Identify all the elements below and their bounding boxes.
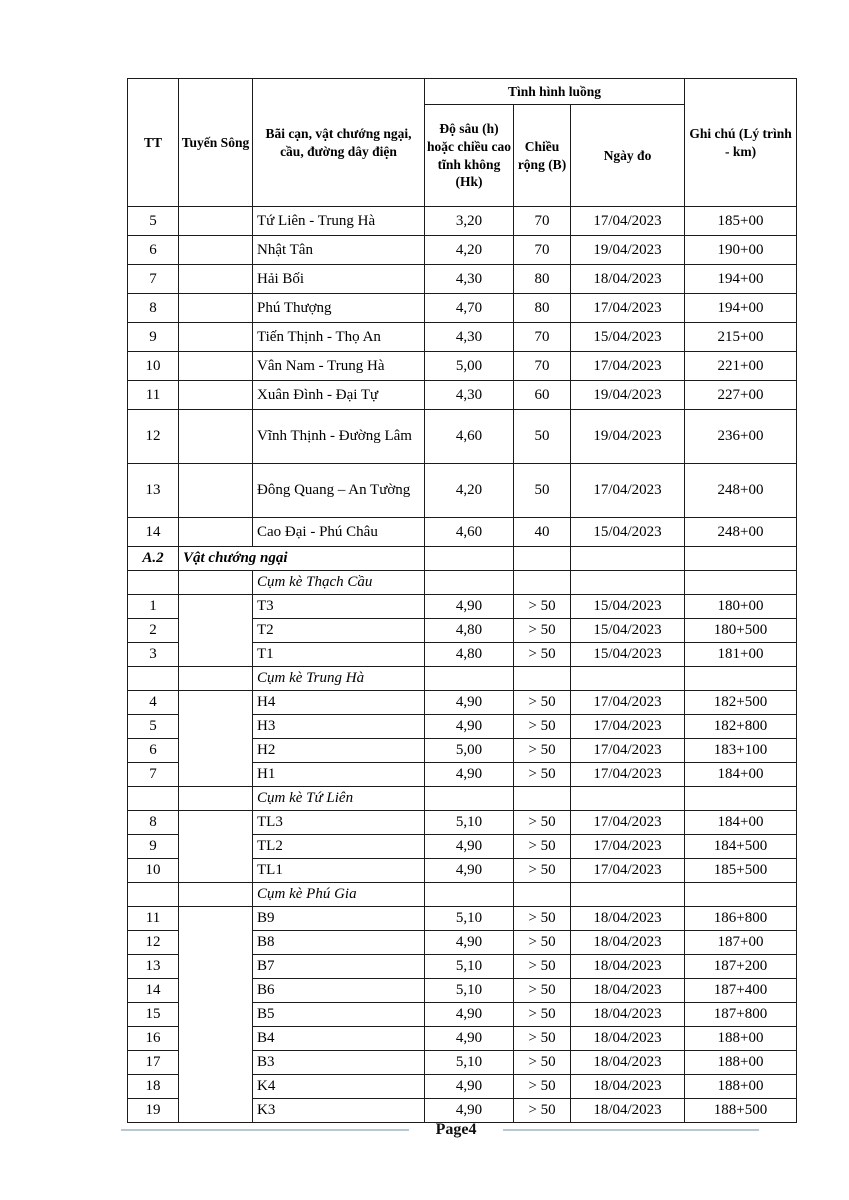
cell-width: 70 bbox=[514, 352, 571, 381]
cell-tt: 8 bbox=[128, 294, 179, 323]
cell-tt: 5 bbox=[128, 715, 179, 739]
cell-song bbox=[179, 464, 253, 518]
cell-width: 60 bbox=[514, 381, 571, 410]
table-row bbox=[128, 323, 797, 352]
cell-date: 17/04/2023 bbox=[571, 464, 685, 518]
cell-date: 15/04/2023 bbox=[571, 595, 685, 619]
cell-song bbox=[179, 294, 253, 323]
cell-note: 182+500 bbox=[685, 691, 797, 715]
cell-note: 180+00 bbox=[685, 595, 797, 619]
cell-date: 17/04/2023 bbox=[571, 811, 685, 835]
cell-width: > 50 bbox=[514, 979, 571, 1003]
cell-note: 187+200 bbox=[685, 955, 797, 979]
cell-song bbox=[179, 787, 253, 811]
cell-name: TL3 bbox=[253, 811, 425, 835]
cell-tt bbox=[128, 883, 179, 907]
cell-name: Xuân Đình - Đại Tự bbox=[253, 381, 425, 410]
cell-date: 15/04/2023 bbox=[571, 323, 685, 352]
header-ngay-do: Ngày đo bbox=[571, 105, 685, 207]
cell-name: Vĩnh Thịnh - Đường Lâm bbox=[253, 410, 425, 464]
cell-tt: 8 bbox=[128, 811, 179, 835]
footer-rule-right-icon bbox=[503, 1129, 759, 1131]
cell-note: 185+00 bbox=[685, 207, 797, 236]
cell-name: T2 bbox=[253, 619, 425, 643]
cell-name: Cao Đại - Phú Châu bbox=[253, 518, 425, 547]
cell-date bbox=[571, 571, 685, 595]
cell-width: 70 bbox=[514, 236, 571, 265]
cell-tt: 13 bbox=[128, 464, 179, 518]
cell-note: 215+00 bbox=[685, 323, 797, 352]
cell-depth: 4,90 bbox=[425, 763, 514, 787]
cell-date: 18/04/2023 bbox=[571, 955, 685, 979]
cell-width: 80 bbox=[514, 265, 571, 294]
cell-depth bbox=[425, 571, 514, 595]
cell-tt: 5 bbox=[128, 207, 179, 236]
cell-note bbox=[685, 571, 797, 595]
cell-depth: 4,90 bbox=[425, 691, 514, 715]
cell-width bbox=[514, 787, 571, 811]
cell-name: Cụm kè Trung Hà bbox=[253, 667, 425, 691]
cell-date bbox=[571, 787, 685, 811]
cell-width: > 50 bbox=[514, 1051, 571, 1075]
cell-tt bbox=[128, 667, 179, 691]
cell-name: H3 bbox=[253, 715, 425, 739]
cell-depth: 4,90 bbox=[425, 1027, 514, 1051]
table-row bbox=[128, 811, 797, 835]
cell-tt: 11 bbox=[128, 907, 179, 931]
cell-song bbox=[179, 667, 253, 691]
cell-note: 181+00 bbox=[685, 643, 797, 667]
cell-tt: 7 bbox=[128, 265, 179, 294]
cell-depth bbox=[425, 883, 514, 907]
cell-tt: 18 bbox=[128, 1075, 179, 1099]
cell-note: 184+500 bbox=[685, 835, 797, 859]
table-header bbox=[128, 79, 797, 207]
cell-tt: 10 bbox=[128, 352, 179, 381]
cell-tt: 1 bbox=[128, 595, 179, 619]
cell-width: 50 bbox=[514, 464, 571, 518]
cell-name: H1 bbox=[253, 763, 425, 787]
cell-depth: 4,60 bbox=[425, 518, 514, 547]
cell-note: 184+00 bbox=[685, 811, 797, 835]
cell-depth: 5,10 bbox=[425, 1051, 514, 1075]
cell-song bbox=[179, 323, 253, 352]
cell-tt: 16 bbox=[128, 1027, 179, 1051]
cell-width: 70 bbox=[514, 207, 571, 236]
table-row bbox=[128, 207, 797, 236]
group-header-row bbox=[128, 667, 797, 691]
cell-depth: 4,20 bbox=[425, 464, 514, 518]
cell-depth: 5,10 bbox=[425, 907, 514, 931]
cell-depth: 4,30 bbox=[425, 381, 514, 410]
table-row bbox=[128, 518, 797, 547]
cell-width: > 50 bbox=[514, 619, 571, 643]
cell-note: 236+00 bbox=[685, 410, 797, 464]
cell-date: 17/04/2023 bbox=[571, 835, 685, 859]
cell-tt: 11 bbox=[128, 381, 179, 410]
cell-song bbox=[179, 691, 253, 787]
cell-tt: 19 bbox=[128, 1099, 179, 1123]
cell-date: 17/04/2023 bbox=[571, 207, 685, 236]
cell-depth: 4,60 bbox=[425, 410, 514, 464]
cell-tt: 14 bbox=[128, 518, 179, 547]
cell-tt: 17 bbox=[128, 1051, 179, 1075]
cell-depth: 4,80 bbox=[425, 643, 514, 667]
cell-name: K3 bbox=[253, 1099, 425, 1123]
page-number: Page4 bbox=[435, 1121, 477, 1138]
cell-date: 15/04/2023 bbox=[571, 643, 685, 667]
cell-depth: 3,20 bbox=[425, 207, 514, 236]
cell-name: Cụm kè Tứ Liên bbox=[253, 787, 425, 811]
cell-depth: 4,90 bbox=[425, 931, 514, 955]
cell-date bbox=[571, 883, 685, 907]
cell-tt: 4 bbox=[128, 691, 179, 715]
cell-date: 15/04/2023 bbox=[571, 518, 685, 547]
cell-date: 18/04/2023 bbox=[571, 907, 685, 931]
cell-song bbox=[179, 811, 253, 883]
cell-depth: 4,90 bbox=[425, 715, 514, 739]
cell-song bbox=[179, 518, 253, 547]
cell-depth: 4,90 bbox=[425, 1099, 514, 1123]
cell-note: 188+00 bbox=[685, 1051, 797, 1075]
cell-name: Tiến Thịnh - Thọ An bbox=[253, 323, 425, 352]
cell-depth: 4,90 bbox=[425, 859, 514, 883]
cell-depth: 4,90 bbox=[425, 1075, 514, 1099]
cell-note: 187+800 bbox=[685, 1003, 797, 1027]
cell-note: 221+00 bbox=[685, 352, 797, 381]
cell-song bbox=[179, 595, 253, 667]
cell-width bbox=[514, 883, 571, 907]
cell-note: 248+00 bbox=[685, 464, 797, 518]
cell-width: > 50 bbox=[514, 1027, 571, 1051]
table-row bbox=[128, 236, 797, 265]
cell-song bbox=[179, 410, 253, 464]
cell-date: 17/04/2023 bbox=[571, 352, 685, 381]
cell-depth: 4,30 bbox=[425, 323, 514, 352]
cell-name: H2 bbox=[253, 739, 425, 763]
cell-name: Đông Quang – An Tường bbox=[253, 464, 425, 518]
cell-name: B8 bbox=[253, 931, 425, 955]
group-header-row bbox=[128, 787, 797, 811]
table-row bbox=[128, 265, 797, 294]
cell-note: 186+800 bbox=[685, 907, 797, 931]
cell-width: > 50 bbox=[514, 691, 571, 715]
cell-width: > 50 bbox=[514, 1099, 571, 1123]
cell-width: > 50 bbox=[514, 715, 571, 739]
cell-width: > 50 bbox=[514, 931, 571, 955]
cell-width: > 50 bbox=[514, 859, 571, 883]
cell-date: 17/04/2023 bbox=[571, 294, 685, 323]
cell-name: Phú Thượng bbox=[253, 294, 425, 323]
cell-tt: 13 bbox=[128, 955, 179, 979]
cell-depth: 4,90 bbox=[425, 835, 514, 859]
cell-depth: 4,80 bbox=[425, 619, 514, 643]
cell-name: Cụm kè Phú Gia bbox=[253, 883, 425, 907]
cell-name: TL1 bbox=[253, 859, 425, 883]
cell-date: 17/04/2023 bbox=[571, 763, 685, 787]
cell-date: 19/04/2023 bbox=[571, 236, 685, 265]
cell-note: 187+00 bbox=[685, 931, 797, 955]
cell-name: Vật chướng ngại bbox=[179, 547, 425, 571]
cell-tt: 12 bbox=[128, 931, 179, 955]
header-tinh-hinh-luong: Tình hình luồng bbox=[425, 79, 685, 105]
cell-song bbox=[179, 381, 253, 410]
cell-note: 190+00 bbox=[685, 236, 797, 265]
cell-depth: 5,00 bbox=[425, 352, 514, 381]
cell-name: B9 bbox=[253, 907, 425, 931]
cell-width: 70 bbox=[514, 323, 571, 352]
header-tt: TT bbox=[128, 79, 179, 207]
cell-width bbox=[514, 667, 571, 691]
cell-tt: 2 bbox=[128, 619, 179, 643]
cell-note: 248+00 bbox=[685, 518, 797, 547]
cell-tt: 3 bbox=[128, 643, 179, 667]
cell-name: H4 bbox=[253, 691, 425, 715]
cell-date: 18/04/2023 bbox=[571, 1099, 685, 1123]
cell-note bbox=[685, 667, 797, 691]
cell-song bbox=[179, 571, 253, 595]
cell-note bbox=[685, 547, 797, 571]
cell-name: Hải Bối bbox=[253, 265, 425, 294]
cell-tt: 14 bbox=[128, 979, 179, 1003]
cell-note: 180+500 bbox=[685, 619, 797, 643]
table-row bbox=[128, 464, 797, 518]
cell-date: 18/04/2023 bbox=[571, 265, 685, 294]
cell-date: 17/04/2023 bbox=[571, 715, 685, 739]
table-row bbox=[128, 381, 797, 410]
cell-date: 18/04/2023 bbox=[571, 1075, 685, 1099]
cell-date: 17/04/2023 bbox=[571, 739, 685, 763]
group-header-row bbox=[128, 883, 797, 907]
cell-note: 187+400 bbox=[685, 979, 797, 1003]
table-row bbox=[128, 352, 797, 381]
cell-song bbox=[179, 352, 253, 381]
cell-tt: 9 bbox=[128, 835, 179, 859]
header-ghi-chu: Ghi chú (Lý trình - km) bbox=[685, 79, 797, 207]
cell-note bbox=[685, 883, 797, 907]
footer-rule-left-icon bbox=[121, 1129, 409, 1131]
cell-date: 18/04/2023 bbox=[571, 1051, 685, 1075]
cell-name: Tứ Liên - Trung Hà bbox=[253, 207, 425, 236]
cell-date: 17/04/2023 bbox=[571, 691, 685, 715]
cell-date: 19/04/2023 bbox=[571, 410, 685, 464]
cell-width: > 50 bbox=[514, 1075, 571, 1099]
section-row bbox=[128, 547, 797, 571]
cell-note: 184+00 bbox=[685, 763, 797, 787]
cell-song bbox=[179, 907, 253, 1123]
header-chieu-rong: Chiều rộng (B) bbox=[514, 105, 571, 207]
cell-depth bbox=[425, 787, 514, 811]
cell-depth: 5,10 bbox=[425, 979, 514, 1003]
cell-width bbox=[514, 571, 571, 595]
cell-note: 188+00 bbox=[685, 1075, 797, 1099]
cell-name: K4 bbox=[253, 1075, 425, 1099]
cell-width: > 50 bbox=[514, 907, 571, 931]
cell-depth: 4,90 bbox=[425, 595, 514, 619]
table-row bbox=[128, 410, 797, 464]
table-row bbox=[128, 691, 797, 715]
cell-tt: 7 bbox=[128, 763, 179, 787]
cell-tt bbox=[128, 571, 179, 595]
cell-width: 50 bbox=[514, 410, 571, 464]
cell-name: T1 bbox=[253, 643, 425, 667]
cell-note: 185+500 bbox=[685, 859, 797, 883]
cell-date: 15/04/2023 bbox=[571, 619, 685, 643]
cell-width: > 50 bbox=[514, 835, 571, 859]
cell-tt: 6 bbox=[128, 739, 179, 763]
cell-depth: 5,10 bbox=[425, 955, 514, 979]
cell-depth: 4,30 bbox=[425, 265, 514, 294]
cell-note: 188+00 bbox=[685, 1027, 797, 1051]
cell-note bbox=[685, 787, 797, 811]
cell-tt: 12 bbox=[128, 410, 179, 464]
cell-width bbox=[514, 547, 571, 571]
cell-name: B3 bbox=[253, 1051, 425, 1075]
cell-song bbox=[179, 265, 253, 294]
cell-name: Vân Nam - Trung Hà bbox=[253, 352, 425, 381]
cell-date: 18/04/2023 bbox=[571, 979, 685, 1003]
cell-date bbox=[571, 667, 685, 691]
cell-depth bbox=[425, 547, 514, 571]
cell-note: 227+00 bbox=[685, 381, 797, 410]
cell-width: > 50 bbox=[514, 811, 571, 835]
header-tuyen-song: Tuyến Sông bbox=[179, 79, 253, 207]
cell-note: 194+00 bbox=[685, 265, 797, 294]
header-row-top bbox=[128, 79, 797, 105]
cell-tt: 15 bbox=[128, 1003, 179, 1027]
cell-tt bbox=[128, 787, 179, 811]
table-row bbox=[128, 907, 797, 931]
cell-width: > 50 bbox=[514, 595, 571, 619]
cell-date: 18/04/2023 bbox=[571, 1027, 685, 1051]
cell-tt: 6 bbox=[128, 236, 179, 265]
cell-note: 194+00 bbox=[685, 294, 797, 323]
cell-width: > 50 bbox=[514, 739, 571, 763]
page-footer bbox=[121, 1115, 759, 1145]
cell-depth: 4,90 bbox=[425, 1003, 514, 1027]
cell-name: Cụm kè Thạch Cầu bbox=[253, 571, 425, 595]
cell-date: 19/04/2023 bbox=[571, 381, 685, 410]
cell-depth: 4,20 bbox=[425, 236, 514, 265]
cell-depth: 5,00 bbox=[425, 739, 514, 763]
cell-name: B6 bbox=[253, 979, 425, 1003]
cell-width: > 50 bbox=[514, 955, 571, 979]
cell-depth: 4,70 bbox=[425, 294, 514, 323]
cell-width: > 50 bbox=[514, 763, 571, 787]
cell-song bbox=[179, 207, 253, 236]
cell-name: TL2 bbox=[253, 835, 425, 859]
cell-tt: 9 bbox=[128, 323, 179, 352]
cell-name: B7 bbox=[253, 955, 425, 979]
cell-width: 80 bbox=[514, 294, 571, 323]
cell-tt: A.2 bbox=[128, 547, 179, 571]
cell-depth: 5,10 bbox=[425, 811, 514, 835]
cell-name: B4 bbox=[253, 1027, 425, 1051]
cell-width: > 50 bbox=[514, 643, 571, 667]
header-do-sau: Độ sâu (h) hoặc chiều cao tĩnh không (Hk) bbox=[425, 105, 514, 207]
cell-depth bbox=[425, 667, 514, 691]
cell-note: 182+800 bbox=[685, 715, 797, 739]
cell-name: B5 bbox=[253, 1003, 425, 1027]
cell-width: 40 bbox=[514, 518, 571, 547]
cell-name: Nhật Tân bbox=[253, 236, 425, 265]
cell-note: 188+500 bbox=[685, 1099, 797, 1123]
group-header-row bbox=[128, 571, 797, 595]
cell-date bbox=[571, 547, 685, 571]
cell-name: T3 bbox=[253, 595, 425, 619]
cell-note: 183+100 bbox=[685, 739, 797, 763]
cell-song bbox=[179, 883, 253, 907]
table-row bbox=[128, 595, 797, 619]
table-body bbox=[128, 207, 797, 1123]
cell-date: 17/04/2023 bbox=[571, 859, 685, 883]
table-row bbox=[128, 294, 797, 323]
cell-date: 18/04/2023 bbox=[571, 1003, 685, 1027]
cell-date: 18/04/2023 bbox=[571, 931, 685, 955]
cell-width: > 50 bbox=[514, 1003, 571, 1027]
cell-song bbox=[179, 236, 253, 265]
header-bai-can: Bãi cạn, vật chướng ngại, cầu, đường dây điện bbox=[253, 79, 425, 207]
cell-tt: 10 bbox=[128, 859, 179, 883]
channel-condition-table bbox=[127, 78, 797, 1123]
